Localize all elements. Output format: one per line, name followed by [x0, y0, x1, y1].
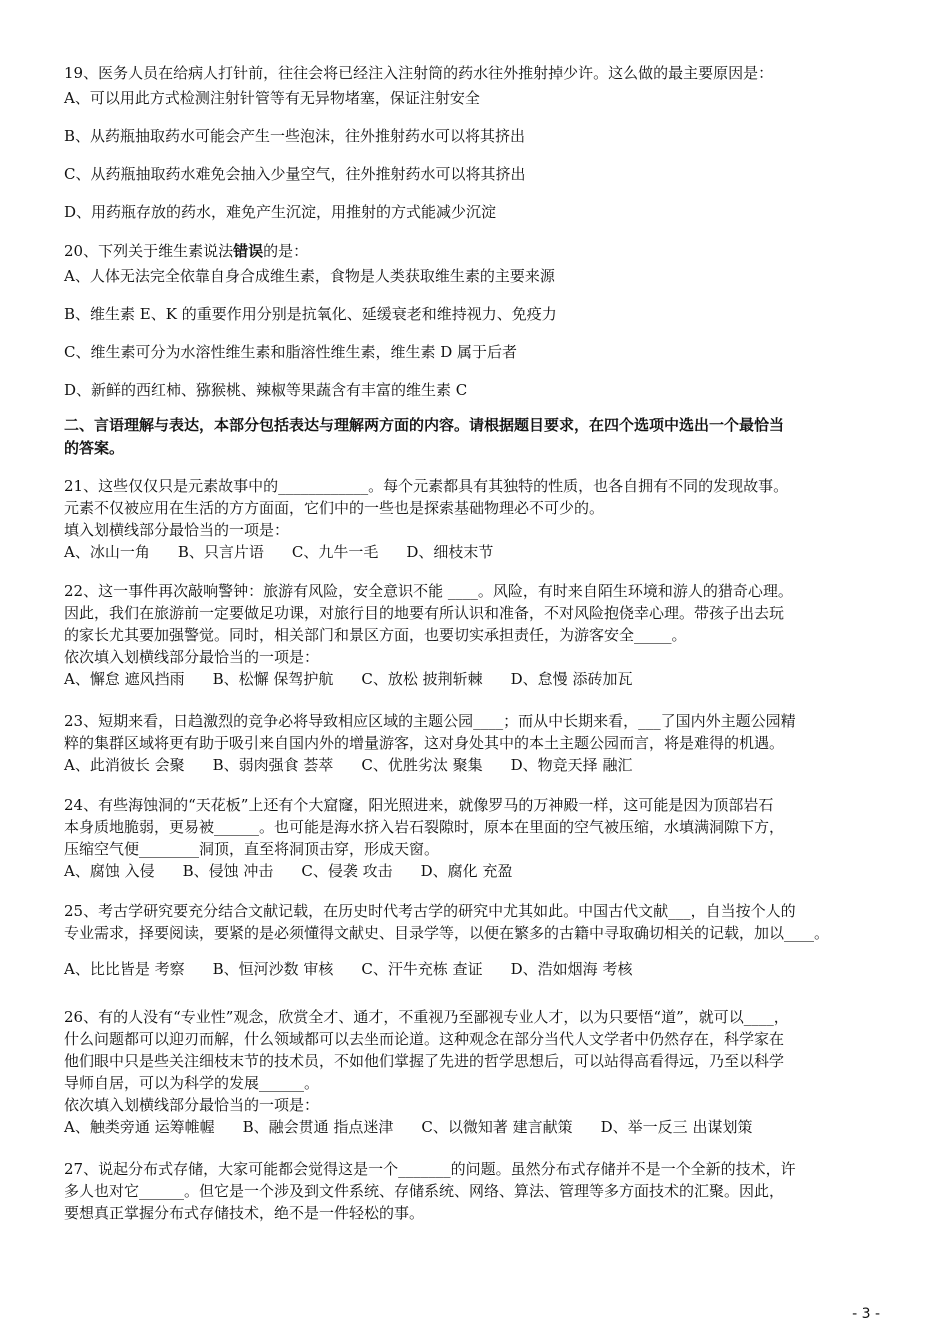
option-d: D、细枝末节: [406, 543, 494, 561]
section-heading: [64, 414, 892, 460]
question-23: [64, 710, 892, 776]
page-number: - 3 -: [852, 1306, 880, 1322]
question-line: 元素不仅被应用在生活的方方面面，它们中的一些也是探索基础物理必不可少的。: [64, 499, 605, 517]
option-a: A、懈怠 遮风挡雨: [64, 670, 185, 688]
option-a: A、比比皆是 考察: [64, 960, 185, 978]
options-row: [64, 541, 892, 563]
option-b: B、融会贯通 指点迷津: [242, 1118, 394, 1136]
question-line: 26、有的人没有“专业性”观念，欣赏全才、通才，不重视乃至鄙视专业人才，以为只要悟“道”，就可以____，: [64, 1008, 789, 1026]
option-a: A、触类旁通 运筹帷幄: [64, 1118, 215, 1136]
question-line: 因此，我们在旅游前一定要做足功课，对旅行目的地要有所认识和准备，不对风险抱侥幸心理。带孩子出去玩: [64, 604, 785, 622]
option-c: C、侵袭 攻击: [301, 862, 393, 880]
question-22: [64, 580, 892, 690]
option-d: D、物竞天择 融汇: [510, 756, 633, 774]
option-a: A、腐蚀 入侵: [64, 862, 155, 880]
question-line: 什么问题都可以迎刃而解，什么领域都可以去坐而论道。这种观念在部分当代人文学者中仍然存在，科学家在: [64, 1030, 785, 1048]
question-line: 的家长尤其要加强警觉。同时，相关部门和景区方面，也要切实承担责任，为游客安全_____。: [64, 626, 687, 644]
option-a: A、此消彼长 会聚: [64, 756, 185, 774]
option-c: C、从药瓶抽取药水难免会抽入少量空气，往外推射药水可以将其挤出: [64, 165, 526, 183]
question-line: 他们眼中只是些关注细枝末节的技术员，不如他们掌握了先进的哲学思想后，可以站得高看得远，乃至以科学: [64, 1052, 785, 1070]
option-d: D、浩如烟海 考核: [510, 960, 633, 978]
options-row: [64, 860, 892, 882]
option-c: C、优胜劣汰 聚集: [361, 756, 483, 774]
option-c: C、维生素可分为水溶性维生素和脂溶性维生素，维生素 D 属于后者: [64, 343, 518, 361]
option-d: D、举一反三 出谋划策: [600, 1118, 753, 1136]
question-line: 24、有些海蚀洞的“天花板”上还有个大窟窿，阳光照进来，就像罗马的万神殿一样，这可能是因为顶部岩石: [64, 796, 774, 814]
section-heading-line2: 的答案。: [64, 439, 125, 457]
question-line: 粹的集群区域将更有助于吸引来自国内外的增量游客，这对身处其中的本土主题公园而言，将是难得的机遇。: [64, 734, 785, 752]
section-heading-line1: 二、言语理解与表达，本部分包括表达与理解两方面的内容。请根据题目要求，在四个选项中选出一个最恰当: [64, 416, 785, 434]
stem-prefix: 20、下列关于维生素说法: [64, 242, 234, 260]
option-d: D、怠慢 添砖加瓦: [510, 670, 633, 688]
stem-emphasis: 错误: [233, 242, 264, 260]
question-line: 多人也对它______。但它是一个涉及到文件系统、存储系统、网络、算法、管理等多方面技术的汇聚。因此，: [64, 1182, 785, 1200]
option-c: C、放松 披荆斩棘: [361, 670, 483, 688]
options-row: [64, 754, 892, 776]
question-line: 压缩空气便________洞顶，直至将洞顶击穿，形成天窗。: [64, 840, 440, 858]
question-stem: [64, 240, 892, 262]
question-line: 21、这些仅仅只是元素故事中的____________。每个元素都具有其独特的性质，也各自拥有不同的发现故事。: [64, 477, 789, 495]
options-row: [64, 958, 892, 980]
question-24: [64, 794, 892, 882]
question-26: [64, 1006, 892, 1138]
option-d: D、腐化 充盈: [420, 862, 513, 880]
option-a: A、人体无法完全依靠自身合成维生素，食物是人类获取维生素的主要来源: [64, 267, 555, 285]
option-d: D、新鲜的西红柿、猕猴桃、辣椒等果蔬含有丰富的维生素 C: [64, 381, 468, 399]
option-c: C、以微知著 建言献策: [421, 1118, 573, 1136]
question-line: 本身质地脆弱，更易被______。也可能是海水挤入岩石裂隙时，原本在里面的空气被压缩，水填满洞隙下方，: [64, 818, 785, 836]
stem-suffix: 的是：: [263, 242, 309, 260]
question-line: 导师自居，可以为科学的发展______。: [64, 1074, 320, 1092]
question-prompt: 依次填入划横线部分最恰当的一项是：: [64, 648, 320, 666]
options-row: [64, 668, 892, 690]
question-27: [64, 1158, 892, 1224]
question-line: 23、短期来看，日趋激烈的竞争必将导致相应区域的主题公园____；而从中长期来看，___了国内外主题公园精: [64, 712, 796, 730]
options-row: [64, 1116, 892, 1138]
question-prompt: 依次填入划横线部分最恰当的一项是：: [64, 1096, 320, 1114]
option-b: B、侵蚀 冲击: [182, 862, 274, 880]
question-line: 专业需求，择要阅读，要紧的是必须懂得文献史、目录学等，以便在繁多的古籍中寻取确切相关的记载，加以____。: [64, 924, 830, 942]
option-d: D、用药瓶存放的药水，难免产生沉淀，用推射的方式能减少沉淀: [64, 203, 497, 221]
option-c: C、九牛一毛: [291, 543, 379, 561]
option-b: B、弱肉强食 荟萃: [212, 756, 334, 774]
option-a: A、可以用此方式检测注射针管等有无异物堵塞，保证注射安全: [64, 89, 480, 107]
question-line: 要想真正掌握分布式存储技术，绝不是一件轻松的事。: [64, 1204, 425, 1222]
question-line: 22、这一事件再次敲响警钟：旅游有风险，安全意识不能 ____。风险，有时来自陌生环境和游人的猎奇心理。: [64, 582, 793, 600]
option-b: B、只言片语: [177, 543, 264, 561]
option-b: B、维生素 E、K 的重要作用分别是抗氧化、延缓衰老和维持视力、免疫力: [64, 305, 557, 323]
question-25: [64, 900, 892, 980]
option-c: C、汗牛充栋 查证: [361, 960, 483, 978]
question-line: 25、考古学研究要充分结合文献记载，在历史时代考古学的研究中尤其如此。中国古代文献___，自当按个人的: [64, 902, 796, 920]
option-b: B、恒河沙数 审核: [212, 960, 334, 978]
question-21: [64, 475, 892, 563]
question-line: 27、说起分布式存储，大家可能都会觉得这是一个_______的问题。虽然分布式存储并不是一个全新的技术，许: [64, 1160, 796, 1178]
question-20: [64, 240, 892, 401]
option-b: B、从药瓶抽取药水可能会产生一些泡沫，往外推射药水可以将其挤出: [64, 127, 526, 145]
question-prompt: 填入划横线部分最恰当的一项是：: [64, 521, 290, 539]
option-a: A、冰山一角: [64, 543, 150, 561]
question-stem: 19、医务人员在给病人打针前，往往会将已经注入注射筒的药水往外推射掉少许。这么做的最主要原因是：: [64, 64, 774, 82]
option-b: B、松懈 保驾护航: [212, 670, 334, 688]
question-19: [64, 62, 892, 223]
